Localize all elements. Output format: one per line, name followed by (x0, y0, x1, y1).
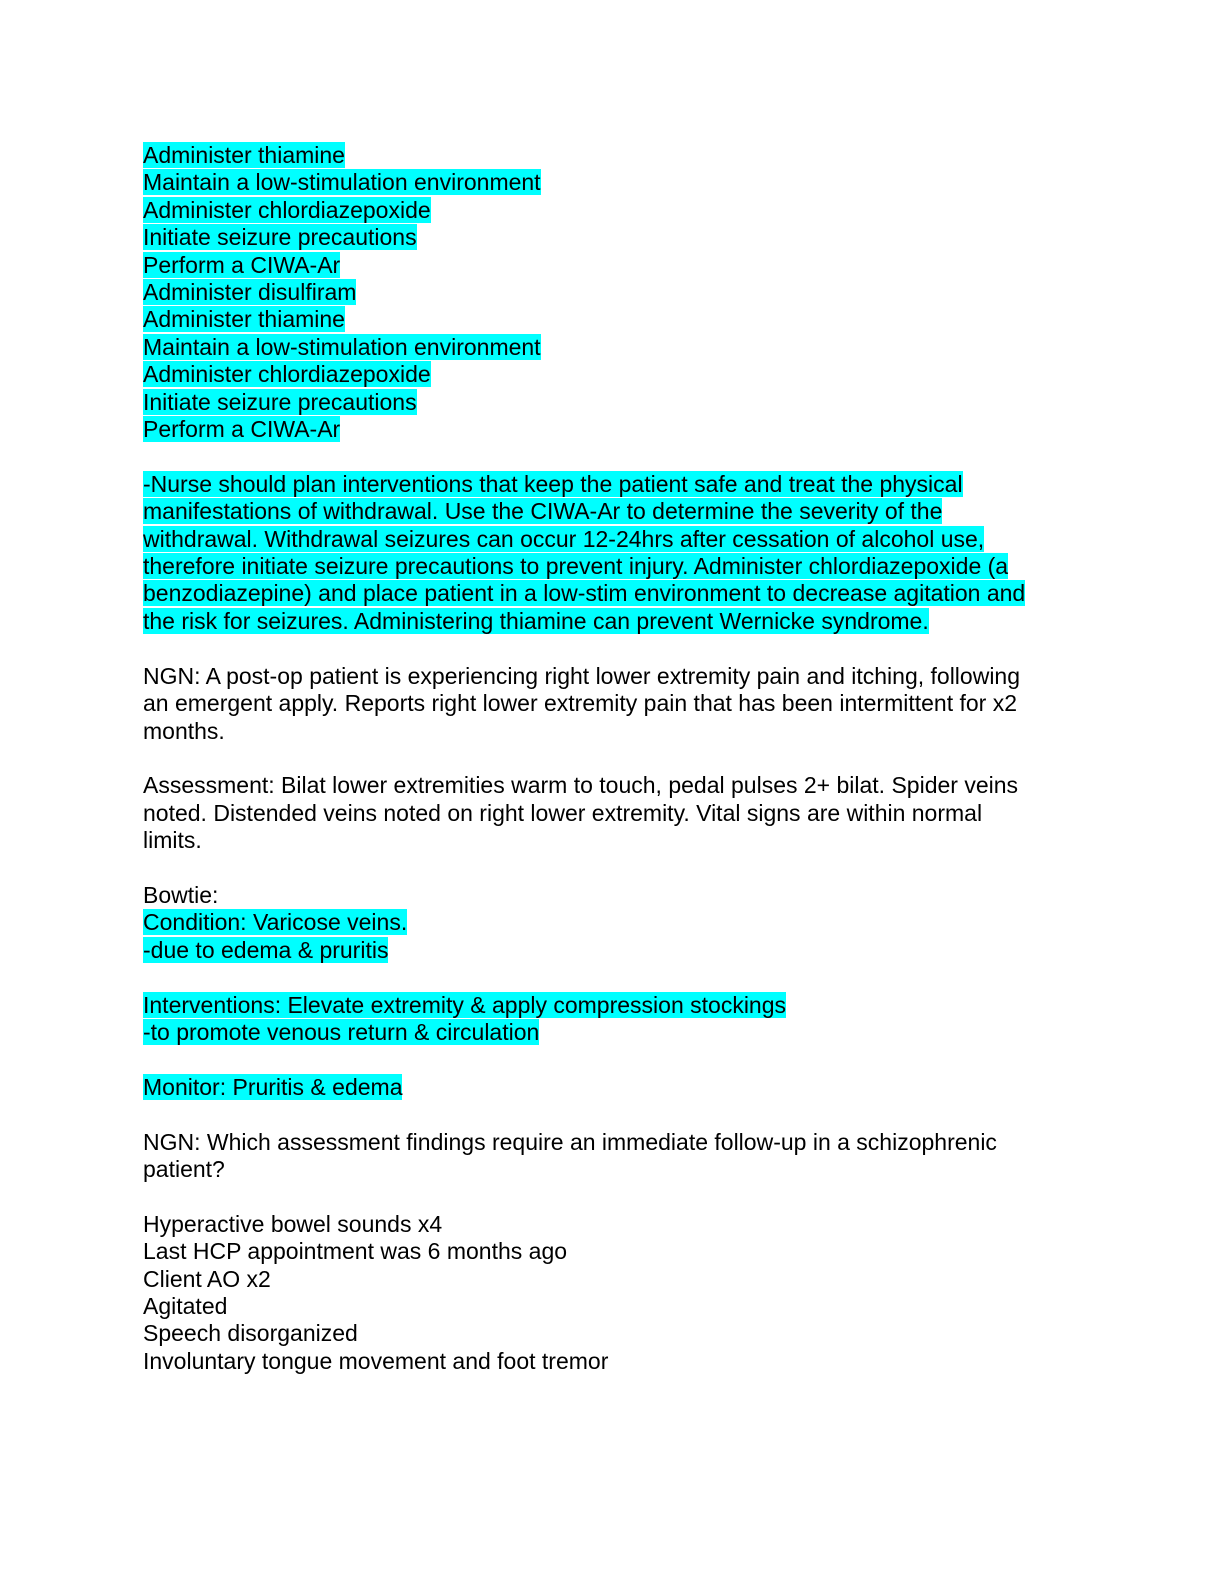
text-line: an emergent apply. Reports right lower extremity pain that has been intermittent for x2 (143, 690, 1018, 717)
list-item: Perform a CIWA-Ar (143, 251, 341, 278)
text-line: NGN: A post-op patient is experiencing right lower extremity pain and itching, following (143, 662, 1021, 689)
list-item: Initiate seizure precautions (143, 224, 417, 251)
paragraph-gap (143, 1046, 1073, 1073)
list-item: Maintain a low-stimulation environment (143, 333, 541, 360)
list-item: Involuntary tongue movement and foot tremor (143, 1347, 609, 1374)
assessment-paragraph (143, 772, 1073, 854)
list-item: Administer thiamine (143, 142, 345, 168)
document-page (143, 142, 1073, 1375)
bowtie-section (143, 882, 1073, 1101)
paragraph-gap (143, 1183, 1073, 1210)
paragraph-gap (143, 443, 1073, 470)
list-item: Speech disorganized (143, 1320, 358, 1347)
list-item: Agitated (143, 1292, 228, 1319)
list-item: Administer chlordiazepoxide (143, 361, 431, 388)
findings-list (143, 1211, 1073, 1375)
ngn-case-paragraph (143, 663, 1073, 745)
options-list-first (143, 142, 1073, 306)
bowtie-interventions-reason: -to promote venous return & circulation (143, 1018, 540, 1045)
text-line: benzodiazepine) and place patient in a low-stim environment to decrease agitation and (143, 580, 1026, 607)
bowtie-condition: Condition: Varicose veins. (143, 909, 408, 936)
text-line: -Nurse should plan interventions that keep the patient safe and treat the physical (143, 470, 963, 497)
bowtie-interventions: Interventions: Elevate extremity & apply compression stockings (143, 991, 787, 1018)
list-item: Initiate seizure precautions (143, 388, 417, 415)
list-item: Hyperactive bowel sounds x4 (143, 1210, 443, 1237)
list-item: Client AO x2 (143, 1265, 271, 1292)
options-list-second (143, 306, 1073, 443)
paragraph-gap (143, 745, 1073, 772)
text-line: Assessment: Bilat lower extremities warm to touch, pedal pulses 2+ bilat. Spider veins (143, 772, 1019, 799)
ngn-question-paragraph (143, 1129, 1073, 1184)
text-line: noted. Distended veins noted on right lower extremity. Vital signs are within normal (143, 799, 983, 826)
list-item: Administer thiamine (143, 306, 345, 333)
paragraph-gap (143, 1101, 1073, 1128)
text-line: patient? (143, 1155, 225, 1182)
bowtie-monitor: Monitor: Pruritis & edema (143, 1073, 403, 1100)
list-item: Perform a CIWA-Ar (143, 416, 341, 443)
bowtie-condition-reason: -due to edema & pruritis (143, 936, 389, 963)
list-item: Administer chlordiazepoxide (143, 196, 431, 223)
text-line: therefore initiate seizure precautions to prevent injury. Administer chlordiazepoxide (a (143, 553, 1009, 580)
bowtie-heading: Bowtie: (143, 881, 219, 908)
paragraph-gap (143, 855, 1073, 882)
text-line: NGN: Which assessment findings require an immediate follow-up in a schizophrenic (143, 1128, 997, 1155)
text-line: withdrawal. Withdrawal seizures can occur 12-24hrs after cessation of alcohol use, (143, 525, 985, 552)
paragraph-gap (143, 964, 1073, 991)
list-item: Last HCP appointment was 6 months ago (143, 1238, 568, 1265)
text-line: months. (143, 717, 225, 744)
text-line: manifestations of withdrawal. Use the CIWA-Ar to determine the severity of the (143, 498, 943, 525)
text-line: the risk for seizures. Administering thiamine can prevent Wernicke syndrome. (143, 607, 929, 634)
rationale-paragraph (143, 471, 1073, 635)
text-line: limits. (143, 827, 202, 854)
paragraph-gap (143, 635, 1073, 662)
list-item: Maintain a low-stimulation environment (143, 169, 541, 196)
list-item: Administer disulfiram (143, 279, 357, 306)
